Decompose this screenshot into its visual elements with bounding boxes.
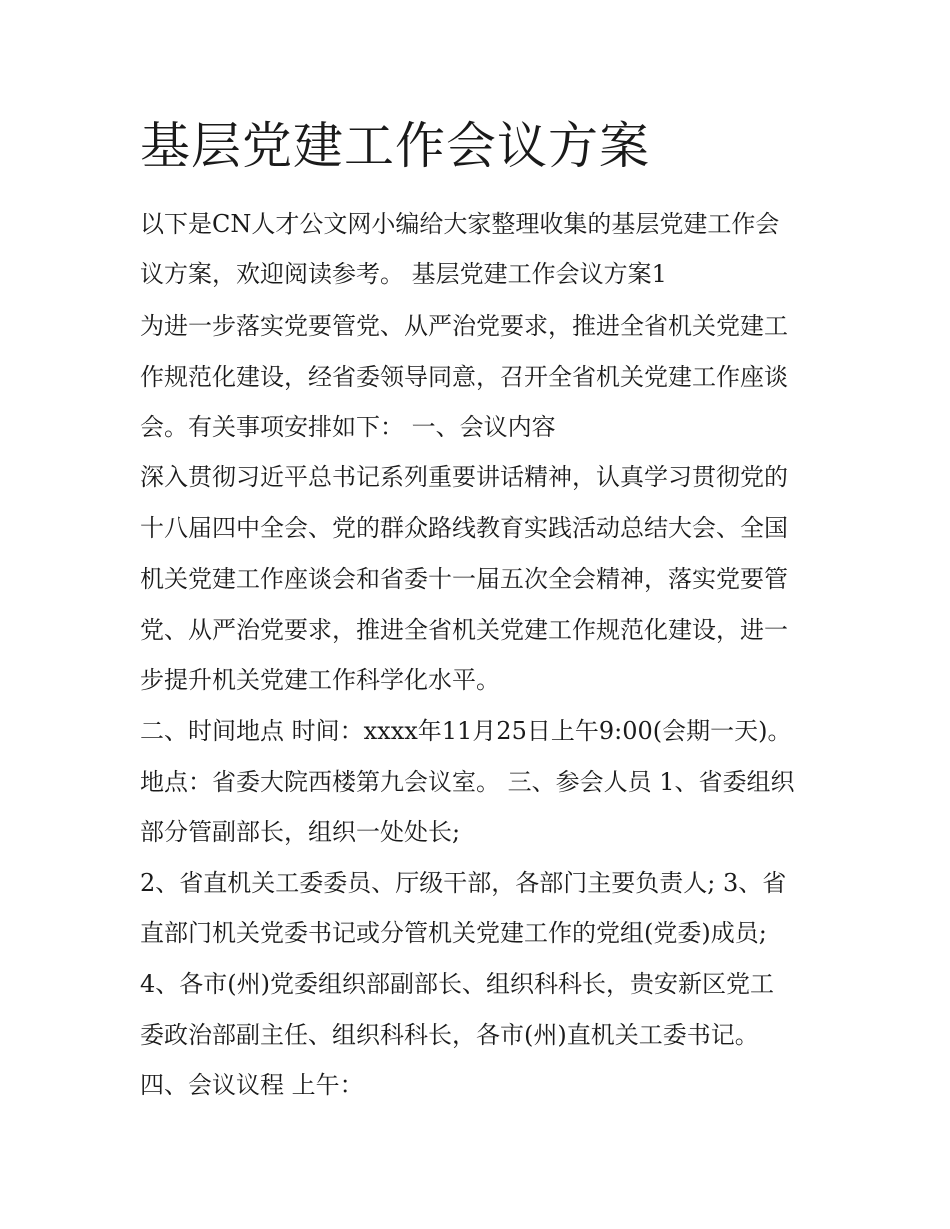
body-line-15: 直部门机关党委书记或分管机关党建工作的党组(党委)成员; [140, 919, 767, 947]
body-line-8: 机关党建工作座谈会和省委十一届五次全会精神，落实党要管 [140, 565, 788, 593]
body-line-5: 会。有关事项安排如下： 一、会议内容 [140, 413, 556, 441]
body-line-17: 委政治部副主任、组织科科长，各市(州)直机关工委书记。 [140, 1021, 759, 1049]
body-line-10: 步提升机关党建工作科学化水平。 [140, 666, 500, 694]
body-line-11: 二、时间地点 时间：xxxx年11月25日上午9:00(会期一天)。 [140, 717, 792, 745]
document-title: 基层党建工作会议方案 [140, 117, 650, 175]
body-line-1: 以下是CN人才公文网小编给大家整理收集的基层党建工作会 [140, 210, 780, 238]
body-line-2: 议方案，欢迎阅读参考。 基层党建工作会议方案1 [140, 260, 667, 288]
body-line-16: 4、各市(州)党委组织部副部长、组织科科长，贵安新区党工 [140, 970, 774, 998]
body-line-3: 为进一步落实党要管党、从严治党要求，推进全省机关党建工 [140, 312, 788, 340]
body-line-7: 十八届四中全会、党的群众路线教育实践活动总结大会、全国 [140, 514, 788, 542]
body-line-18: 四、会议议程 上午： [140, 1071, 364, 1099]
body-line-4: 作规范化建设，经省委领导同意，召开全省机关党建工作座谈 [140, 363, 788, 391]
body-line-14: 2、省直机关工委委员、厅级干部，各部门主要负责人; 3、省 [140, 869, 787, 897]
body-line-13: 部分管副部长，组织一处处长; [140, 818, 461, 846]
body-line-6: 深入贯彻习近平总书记系列重要讲话精神，认真学习贯彻党的 [140, 463, 788, 491]
body-line-9: 党、从严治党要求，推进全省机关党建工作规范化建设，进一 [140, 616, 788, 644]
body-line-12: 地点：省委大院西楼第九会议室。 三、参会人员 1、省委组织 [140, 768, 795, 796]
